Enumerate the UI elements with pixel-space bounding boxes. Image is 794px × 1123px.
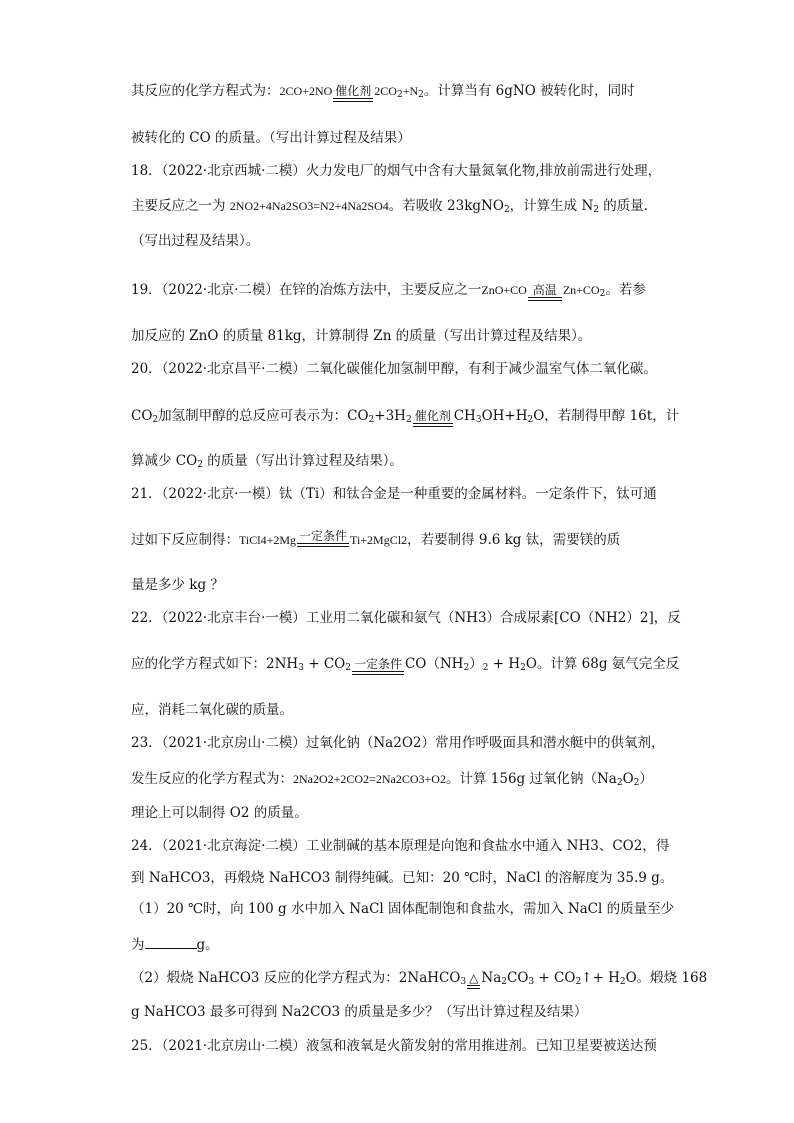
equation-left: +3H — [374, 408, 406, 424]
text: CO — [131, 408, 153, 424]
condition-label: 催化剂 — [335, 84, 372, 98]
text: 加反应的 ZnO 的质量 81kg，计算制得 Zn 的质量（写出计算过程及结果）。 — [131, 328, 592, 344]
subscript: 3 — [460, 977, 467, 987]
line-7 — [131, 327, 591, 345]
line-19 — [131, 804, 308, 822]
line-9 — [131, 407, 679, 429]
text: g NaHCO3 最多可得到 Na2CO3 的质量是多少？（写出计算过程及结果） — [131, 1004, 588, 1020]
text: O。煅烧 168 — [625, 970, 708, 986]
subscript: 3 — [528, 977, 535, 987]
condition-label: 一定条件 — [353, 657, 402, 671]
reaction-condition — [467, 971, 480, 989]
text: ↑+ H — [581, 970, 620, 986]
line-2 — [131, 129, 411, 147]
subscript: 2 — [152, 415, 159, 425]
text: ，计算生成 N — [509, 198, 594, 214]
text: （写出过程及结果）。 — [131, 233, 260, 249]
text: O。计算 68g 氨气完全反 — [525, 656, 680, 672]
subscript: 2 — [599, 289, 606, 299]
text: ） — [639, 771, 653, 787]
line-6 — [131, 281, 646, 303]
line-15 — [131, 655, 679, 677]
text: 25．（2021·北京房山·二模）液氢和液氧是火箭发射的常用推进剂。已知卫星要被送达预 — [131, 1038, 657, 1054]
equation-right: + H — [488, 656, 521, 672]
line-16 — [131, 701, 293, 719]
text: 。计算 156g 过氧化钠（Na — [445, 771, 617, 787]
line-21 — [131, 869, 673, 887]
subscript: 2 — [418, 90, 424, 100]
reaction-condition — [352, 657, 404, 675]
equation-right: Na — [481, 970, 502, 986]
text: 23．（2021·北京房山·二模）过氧化钠（Na2O2）常用作呼吸面具和潜水艇中的供氧剂， — [131, 735, 665, 751]
equals-bar — [297, 543, 349, 547]
text: 主要反应之一为 — [131, 198, 230, 214]
equation: 2NO2+4Na2SO3=N2+4Na2SO4 — [229, 199, 389, 213]
equation-left: 2CO+2NO — [279, 84, 333, 98]
subscript: 2 — [368, 415, 375, 425]
subscript: 2 — [345, 663, 351, 673]
line-26 — [131, 1037, 657, 1055]
subscript: 2 — [520, 663, 526, 673]
subscript: 2 — [503, 205, 510, 215]
subscript: 3 — [298, 663, 304, 673]
subscript: 2 — [616, 778, 623, 788]
equals-bar — [413, 423, 453, 427]
equation-right: CO（NH — [404, 656, 464, 672]
text: 的质量. — [599, 198, 649, 214]
equation: 2Na2O2+2CO2=2Na2CO3+O2 — [293, 772, 446, 786]
subscript: 2 — [575, 977, 582, 987]
line-4 — [131, 197, 648, 219]
subscript: 2 — [593, 205, 600, 215]
text: 为 — [131, 937, 145, 953]
line-12 — [131, 531, 620, 549]
line-25 — [131, 1003, 587, 1021]
subscript: 2 — [482, 663, 489, 673]
text: （2）煅烧 NaHCO3 反应的化学方程式为：2NaHCO — [131, 970, 461, 986]
equals-bar — [333, 98, 373, 102]
equation-right: OH+H — [481, 408, 528, 424]
equation-left: TiCl4+2Mg — [239, 533, 297, 547]
text: 21．（2022·北京·一模）钛（Ti）和钛合金是一种重要的金属材料。一定条件下，钛可通 — [131, 486, 657, 502]
text: 。若参 — [605, 282, 646, 298]
subscript: 2 — [396, 90, 403, 100]
equation-right: +N — [402, 84, 419, 98]
equation-right: CH — [453, 408, 476, 424]
line-11 — [131, 485, 657, 503]
equals-bar — [528, 297, 562, 301]
line-18 — [131, 770, 653, 792]
line-5 — [131, 232, 259, 250]
equation-right: Zn+CO — [562, 283, 600, 297]
reaction-condition — [297, 529, 349, 547]
text: O，若制得甲醇 16t，计 — [533, 408, 680, 424]
subscript: 2 — [619, 977, 626, 987]
text: 18．（2022·北京西城·二模）火力发电厂的烟气中含有大量氮氧化物,排放前需进行处理， — [131, 163, 662, 179]
equation-right: 2CO — [374, 84, 397, 98]
subscript: 2 — [405, 415, 412, 425]
equation-right: + CO — [534, 970, 576, 986]
line-1 — [131, 82, 635, 104]
text: （1）20 ℃时，向 100 g 水中加入 NaCl 固体配制饱和食盐水，需加入 NaCl 的质量至少 — [131, 901, 675, 917]
subscript: 2 — [197, 460, 203, 470]
reaction-condition — [528, 283, 562, 301]
line-3 — [131, 162, 661, 180]
reaction-condition — [413, 409, 453, 427]
text: 。计算当有 6gNO 被转化时，同时 — [423, 83, 635, 99]
condition-label: △ — [469, 971, 479, 985]
text: 。若吸收 23kgNO — [388, 198, 504, 214]
text: 20．（2022·北京昌平·二模）二氧化碳催化加氢制甲醇，有利于减少温室气体二氧化碳。 — [131, 361, 657, 377]
text: 量是多少 kg ？ — [131, 577, 224, 593]
subscript: 2 — [633, 778, 640, 788]
line-20 — [131, 837, 669, 855]
equals-bar — [352, 671, 404, 675]
line-14 — [131, 609, 681, 627]
equation-left: ZnO+CO — [481, 283, 527, 297]
text: 应的化学方程式如下：2NH — [131, 656, 299, 672]
text: 加氢制甲醇的总反应可表示为：CO — [158, 408, 369, 424]
line-23 — [131, 934, 219, 954]
subscript: 2 — [527, 415, 534, 425]
condition-label: 高温 — [532, 283, 557, 297]
text: 过如下反应制得： — [131, 532, 239, 548]
text: O — [622, 771, 634, 787]
line-22 — [131, 900, 674, 918]
text: 理论上可以制得 O2 的质量。 — [131, 805, 308, 821]
text: 22．（2022·北京丰台·一模）工业用二氧化碳和氨气（NH3）合成尿素[CO（NH2）2]，反 — [131, 610, 681, 626]
equation-left: + CO — [303, 656, 346, 672]
line-8 — [131, 360, 657, 378]
subscript: 2 — [463, 663, 470, 673]
condition-label: 催化剂 — [414, 409, 451, 423]
text: 应，消耗二氧化碳的质量。 — [131, 702, 293, 718]
subscript: 3 — [475, 415, 482, 425]
text: 24．（2021·北京海淀·二模）工业制碱的基本原理是向饱和食盐水中通入 NH3、CO2，得 — [131, 838, 670, 854]
text: 的质量（写出计算过程及结果）。 — [202, 453, 403, 469]
equals-bar — [467, 985, 480, 989]
line-24 — [131, 969, 707, 991]
text: 19．（2022·北京·二模）在锌的冶炼方法中，主要反应之一 — [131, 282, 482, 298]
equation-right: CO — [507, 970, 529, 986]
equation-right: Ti+2MgCl2 — [350, 533, 408, 547]
line-17 — [131, 734, 664, 752]
subscript: 2 — [501, 977, 507, 987]
text: ，若要制得 9.6 kg 钛，需要镁的质 — [407, 532, 621, 548]
text: 被转化的 CO 的质量。（写出计算过程及结果） — [131, 130, 411, 146]
text: 算减少 CO — [131, 453, 198, 469]
condition-label: 一定条件 — [299, 529, 348, 543]
text: g。 — [196, 937, 219, 953]
text: 到 NaHCO3，再煅烧 NaHCO3 制得纯碱。已知：20 ℃时，NaCl 的溶解度为 35.9 g。 — [131, 870, 674, 886]
reaction-condition — [333, 84, 373, 102]
line-13 — [131, 576, 224, 594]
answer-blank[interactable] — [145, 934, 197, 949]
text: 其反应的化学方程式为： — [131, 83, 280, 99]
equation-right: ） — [469, 656, 483, 672]
text: 发生反应的化学方程式为： — [131, 771, 293, 787]
line-10 — [131, 452, 403, 474]
